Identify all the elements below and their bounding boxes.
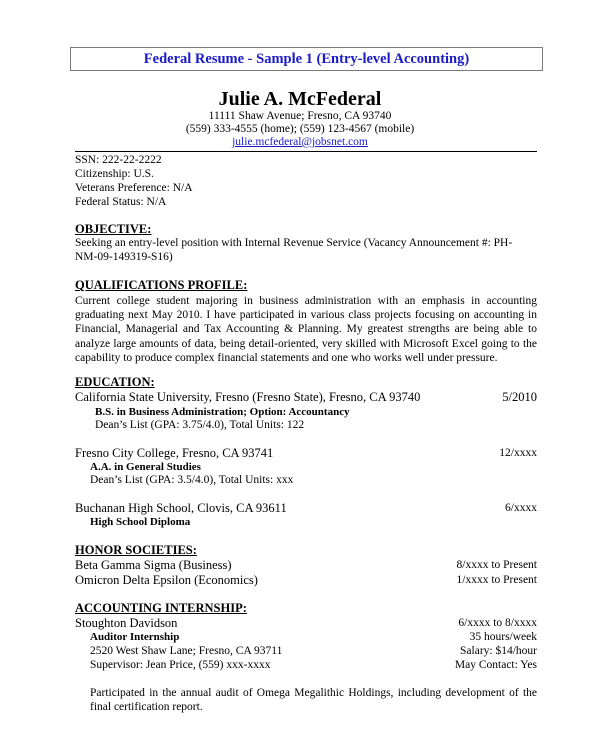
honor-society-name: Beta Gamma Sigma (Business) xyxy=(75,558,232,572)
qualifications-paragraph: Current college student majoring in business administration with an emphasis in accounting graduating next May 2010. I have participated in various class projects focusing on accounting in Financial, Managerial and Tax Accounting & Planning. My greatest strengths are being able to analyze large amounts of data, being detail-oriented, very skilled with Microsoft Excel going to the capability to produce complex financial statements and one who works well under pressure. xyxy=(75,295,537,364)
internship-company: Stoughton Davidson xyxy=(75,616,178,630)
honor-society-name: Omicron Delta Epsilon (Economics) xyxy=(75,573,258,587)
internship-dates: 6/xxxx to 8/xxxx xyxy=(458,617,537,629)
resume-title-box: Federal Resume - Sample 1 (Entry-level Accounting) xyxy=(70,47,543,71)
objective-line-2: NM-09-149319-S16) xyxy=(75,251,173,263)
education-detail: Dean’s List (GPA: 3.75/4.0), Total Units: 122 xyxy=(95,419,305,431)
education-degree: High School Diploma xyxy=(90,516,191,528)
internship-salary: Salary: $14/hour xyxy=(460,645,537,657)
applicant-address: 11111 Shaw Avenue; Fresno, CA 93740 xyxy=(208,110,392,122)
applicant-phones: (559) 333-4555 (home); (559) 123-4567 (mobile) xyxy=(185,123,415,135)
honor-society-date: 1/xxxx to Present xyxy=(456,574,537,586)
veterans-line: Veterans Preference: N/A xyxy=(75,182,193,194)
federal-status-line: Federal Status: N/A xyxy=(75,196,167,208)
internship-hours: 35 hours/week xyxy=(469,631,537,643)
education-detail: Dean’s List (GPA: 3.5/4.0), Total Units: xxx xyxy=(90,474,294,486)
honor-society-date: 8/xxxx to Present xyxy=(456,559,537,571)
internship-heading: ACCOUNTING INTERNSHIP: xyxy=(75,601,247,615)
qualifications-heading: QUALIFICATIONS PROFILE: xyxy=(75,278,248,292)
header-divider xyxy=(75,151,537,152)
internship-role: Auditor Internship xyxy=(90,631,180,643)
education-date: 5/2010 xyxy=(502,390,537,404)
education-school: California State University, Fresno (Fresno State), Fresno, CA 93740 xyxy=(75,390,421,404)
internship-contact: May Contact: Yes xyxy=(454,659,537,671)
ssn-line: SSN: 222-22-2222 xyxy=(75,154,162,166)
applicant-email-link[interactable]: julie.mcfederal@jobsnet.com xyxy=(232,136,368,148)
internship-address: 2520 West Shaw Lane; Fresno, CA 93711 xyxy=(90,645,283,657)
objective-heading: OBJECTIVE: xyxy=(75,222,152,236)
honors-heading: HONOR SOCIETIES: xyxy=(75,543,197,557)
objective-line-1: Seeking an entry-level position with Internal Revenue Service (Vacancy Announcement #: PH- xyxy=(75,237,513,249)
education-date: 6/xxxx xyxy=(505,502,537,514)
education-date: 12/xxxx xyxy=(499,447,537,459)
citizenship-line: Citizenship: U.S. xyxy=(75,168,154,180)
education-school: Fresno City College, Fresno, CA 93741 xyxy=(75,446,274,460)
education-school: Buchanan High School, Clovis, CA 93611 xyxy=(75,501,287,515)
applicant-name: Julie A. McFederal xyxy=(218,88,382,110)
education-degree: B.S. in Business Administration; Option: Accountancy xyxy=(95,406,350,418)
education-heading: EDUCATION: xyxy=(75,375,155,389)
internship-supervisor: Supervisor: Jean Price, (559) xxx-xxxx xyxy=(90,659,271,671)
internship-description: Participated in the annual audit of Omega Megalithic Holdings, including development of the final certification report. xyxy=(90,687,537,714)
education-degree: A.A. in General Studies xyxy=(90,461,201,473)
